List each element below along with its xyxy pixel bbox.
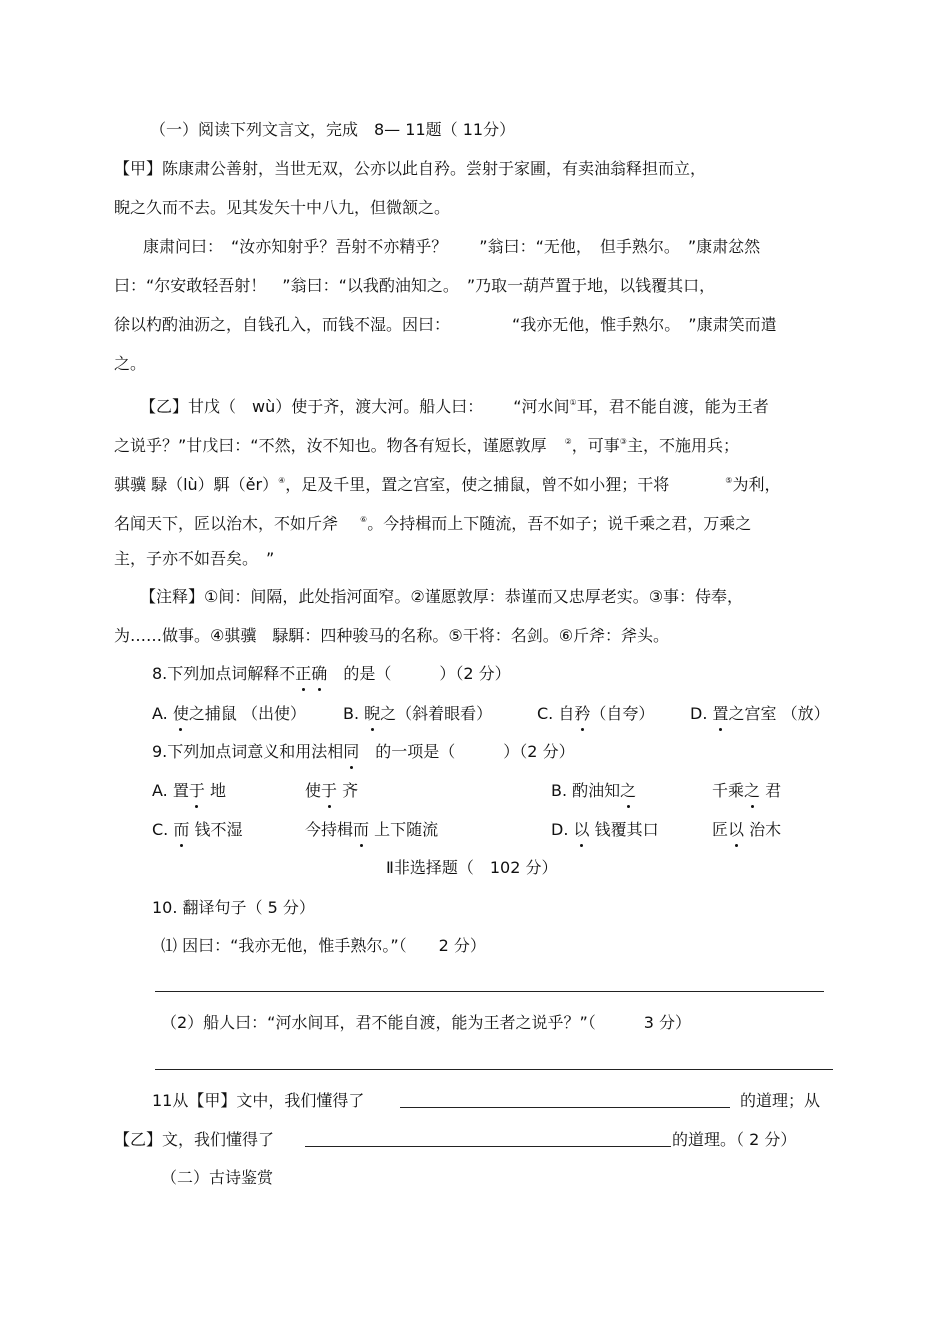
question-9-option-d-second: 匠以 治木 <box>712 820 782 839</box>
question-9-option-a-second: 使于 齐 <box>305 781 359 800</box>
yi-line-3: 骐骥 騄（lù）駬（ěr）④，足及千里，置之宫室，使之捕鼠，曾不如小狸；干将 ⑤为利， <box>114 475 781 494</box>
section-2-title: （二）古诗鉴赏 <box>161 1168 274 1187</box>
question-11-line-1-end: 的道理；从 <box>740 1091 821 1110</box>
answer-line-10-2[interactable] <box>155 1069 833 1070</box>
question-9-option-d: D. 以 钱覆其口 <box>551 820 659 839</box>
jia-line-4: 曰：“尔安敢轻吾射！ ”翁曰：“以我酌油知之。 ”乃取一葫芦置于地，以钱覆其口， <box>114 276 716 295</box>
note-marker: ⑤ <box>725 476 733 485</box>
answer-blank-11-1[interactable] <box>400 1107 730 1108</box>
note-marker: ② <box>564 437 572 446</box>
note-marker: ① <box>569 398 577 407</box>
note-marker: ④ <box>278 476 286 485</box>
question-9-option-a: A. 置于 地 <box>152 781 226 800</box>
question-8-stem: 8.下列加点词解释不正确 的是（ ）（2 分） <box>152 664 511 683</box>
jia-line-3: 康肃问曰： “汝亦知射乎？吾射不亦精乎？ ”翁曰：“无他， 但手熟尔。 ”康肃忿然 <box>143 237 761 256</box>
question-9-stem: 9.下列加点词意义和用法相同 的一项是（ ）（2 分） <box>152 742 575 761</box>
question-11-line-2-end: 的道理。（ 2 分） <box>672 1130 797 1149</box>
question-10-sentence-1: ⑴ 因曰：“我亦无他，惟手熟尔。”（ 2 分） <box>161 936 486 955</box>
jia-line-2: 睨之久而不去。见其发矢十中八九，但微颔之。 <box>114 198 451 217</box>
jia-line-1: 【甲】陈康肃公善射，当世无双，公亦以此自矜。尝射于家圃，有卖油翁释担而立， <box>114 159 707 178</box>
question-8-option-a: A. 使之捕鼠 （出使） <box>152 704 306 723</box>
question-11-line-1: 11从【甲】文中，我们懂得了 <box>152 1091 365 1110</box>
section-title: （一）阅读下列文言文，完成 8— 11题（ 11分） <box>150 120 516 139</box>
question-10-title: 10. 翻译句子（ 5 分） <box>152 898 315 917</box>
question-9-option-b-second: 千乘之 君 <box>712 781 782 800</box>
note-marker: ③ <box>619 437 627 446</box>
answer-blank-11-2[interactable] <box>305 1146 671 1147</box>
note-marker: ⑥ <box>360 515 368 524</box>
yi-line-2: 之说乎？”甘戊曰：“不然，汝不知也。物各有短长，谨愿敦厚 ②，可事③主，不施用兵； <box>114 436 739 455</box>
jia-line-5: 徐以杓酌油沥之，自钱孔入，而钱不湿。因曰： “我亦无他，惟手熟尔。 ”康肃笑而遣 <box>114 315 777 334</box>
question-11-line-2: 【乙】文，我们懂得了 <box>114 1130 275 1149</box>
question-9-option-b: B. 酌油知之 <box>551 781 637 800</box>
part-2-title: Ⅱ非选择题（ 102 分） <box>386 858 558 877</box>
question-8-option-d: D. 置之宫室 （放） <box>690 704 830 723</box>
question-8-option-b: B. 睨之（斜着眼看） <box>343 704 493 723</box>
question-10-sentence-2: （2）船人曰：“河水间耳，君不能自渡，能为王者之说乎？”（ 3 分） <box>161 1013 692 1032</box>
answer-line-10-1[interactable] <box>155 991 824 992</box>
question-9-option-c: C. 而 钱不湿 <box>152 820 243 839</box>
question-9-option-c-second: 今持楫而 上下随流 <box>305 820 439 839</box>
annotation-line-1: 【注释】①间：间隔，此处指河面窄。②谨愿敦厚：恭谨而又忠厚老实。③事：侍奉， <box>140 587 744 606</box>
yi-line-5: 主，子亦不如吾矣。 ” <box>114 549 275 568</box>
question-8-option-c: C. 自矜（自夸） <box>537 704 655 723</box>
yi-line-1: 【乙】甘戊（ wù）使于齐，渡大河。船人曰： “河水间①耳，君不能自渡，能为王者 <box>140 397 769 416</box>
yi-line-4: 名闻天下，匠以治木，不如斤斧 ⑥。今持楫而上下随流，吾不如子；说千乘之君，万乘之 <box>114 514 752 533</box>
annotation-line-2: 为……做事。④骐骥 騄駬：四种骏马的名称。⑤干将：名剑。⑥斤斧：斧头。 <box>114 626 670 645</box>
jia-line-6: 之。 <box>114 354 147 373</box>
